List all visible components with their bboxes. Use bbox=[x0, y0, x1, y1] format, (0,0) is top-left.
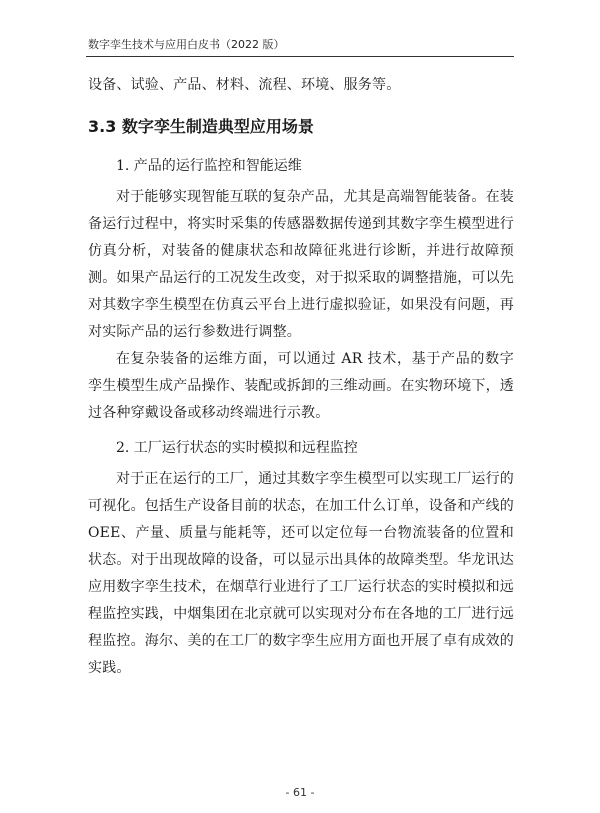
section-title: 3.3 数字孪生制造典型应用场景 bbox=[88, 117, 314, 136]
page-number: - 61 - bbox=[285, 786, 315, 799]
subsection-2-paragraph-1: 对于正在运行的工厂，通过其数字孪生模型可以实现工厂运行的可视化。包括生产设备目前的状态，在加工什么订单，设备和产线的 OEE、产量、质量与能耗等，还可以定位每一台物流装备的位置和状态。对于出现故障的设备，可以显示出具体的故障类型。华龙讯达应用数字孪生技术，在烟草行业进行了工厂运行状态的实时模拟和远程监控实践，中烟集团在北京就可以实现对分布在各地的工厂进行远程监控。海尔、美的在工厂的数字孪生应用方面也开展了卓有成效的实践。 bbox=[88, 471, 514, 676]
subsection-1-paragraph-1: 对于能够实现智能互联的复杂产品，尤其是高端智能装备。在装备运行过程中，将实时采集的传感器数据传递到其数字孪生模型进行仿真分析，对装备的健康状态和故障征兆进行诊断，并进行故障预测。如果产品运行的工况发生改变，对于拟采取的调整措施，可以先对其数字孪生模型在仿真云平台上进行虚拟验证，如果没有问题，再对实际产品的运行参数进行调整。 bbox=[88, 189, 514, 340]
subsection-1-paragraph-2: 在复杂装备的运维方面，可以通过 AR 技术，基于产品的数字孪生模型生成产品操作、装配或拆卸的三维动画。在实物环境下，透过各种穿戴设备或移动终端进行示教。 bbox=[88, 351, 514, 421]
subsection-1-heading: 1. 产品的运行监控和智能运维 bbox=[116, 158, 302, 174]
page-body bbox=[88, 72, 514, 682]
running-header: 数字孪生技术与应用白皮书（2022 版） bbox=[88, 38, 285, 51]
subsection-2-heading: 2. 工厂运行状态的实时模拟和远程监控 bbox=[116, 440, 358, 456]
header-divider bbox=[86, 56, 514, 57]
intro-line: 设备、试验、产品、材料、流程、环境、服务等。 bbox=[88, 77, 401, 93]
